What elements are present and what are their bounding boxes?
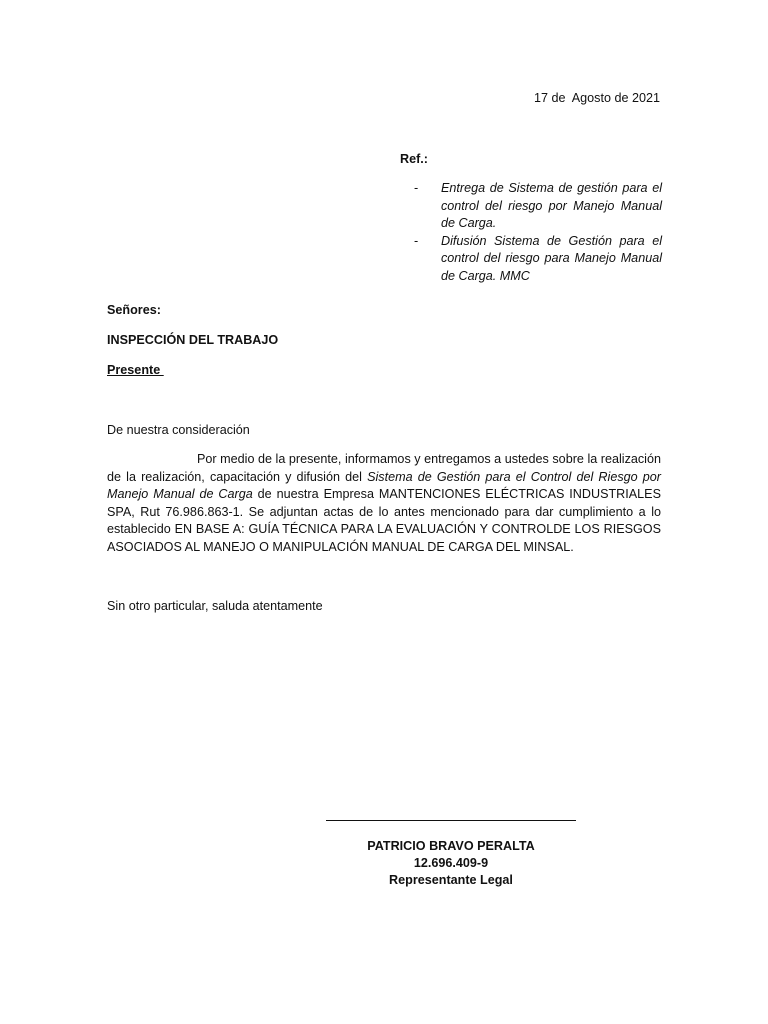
signature-line	[326, 820, 576, 821]
ref-bullet: -	[414, 233, 419, 248]
ref-item-text: Difusión Sistema de Gestión para el control del riesgo para Manejo Manual de Carga. MMC	[441, 233, 662, 283]
presente-label: Presente	[107, 363, 164, 377]
ref-list	[414, 180, 662, 285]
signer-rut: 12.696.409-9	[413, 856, 489, 870]
ref-item-text: Entrega de Sistema de gestión para el control del riesgo por Manejo Manual de Carga.	[441, 181, 662, 230]
ref-item	[414, 233, 662, 286]
signer-name: PATRICIO BRAVO PERALTA	[367, 839, 535, 853]
body-text-intro: Por medio de la presente, informamos y entregamos a ustedes sobre la realización de la realización, capacitación y difusión del	[107, 452, 661, 484]
ref-label: Ref.:	[400, 152, 428, 166]
closing-line: Sin otro particular, saluda atentamente	[107, 599, 323, 613]
recipient: INSPECCIÓN DEL TRABAJO	[107, 333, 279, 347]
body-text-details: de nuestra Empresa MANTENCIONES ELÉCTRICAS INDUSTRIALES SPA, Rut 76.986.863-1. Se adjuntan actas de lo antes mencionado para dar cumplimiento a lo establecido EN BASE A: GUÍA TÉCNICA PARA LA EVALUACIÓN Y CONTROLDE LOS RIESGOS ASOCIADOS AL MANEJO O MANIPULACIÓN MANUAL DE CARGA DEL MINSAL.	[107, 487, 661, 554]
letter-date: 17 de Agosto de 2021	[533, 91, 660, 105]
signer-title: Representante Legal	[389, 873, 513, 887]
ref-bullet: -	[414, 181, 419, 195]
ref-item	[414, 180, 662, 233]
body-text-system-name: Sistema de Gestión para el Control del Riesgo por Manejo Manual de Carga	[107, 469, 661, 501]
salutation: Señores:	[107, 303, 161, 317]
greeting: De nuestra consideración	[107, 423, 250, 437]
signature-block	[338, 838, 564, 889]
body-paragraph	[107, 451, 661, 556]
